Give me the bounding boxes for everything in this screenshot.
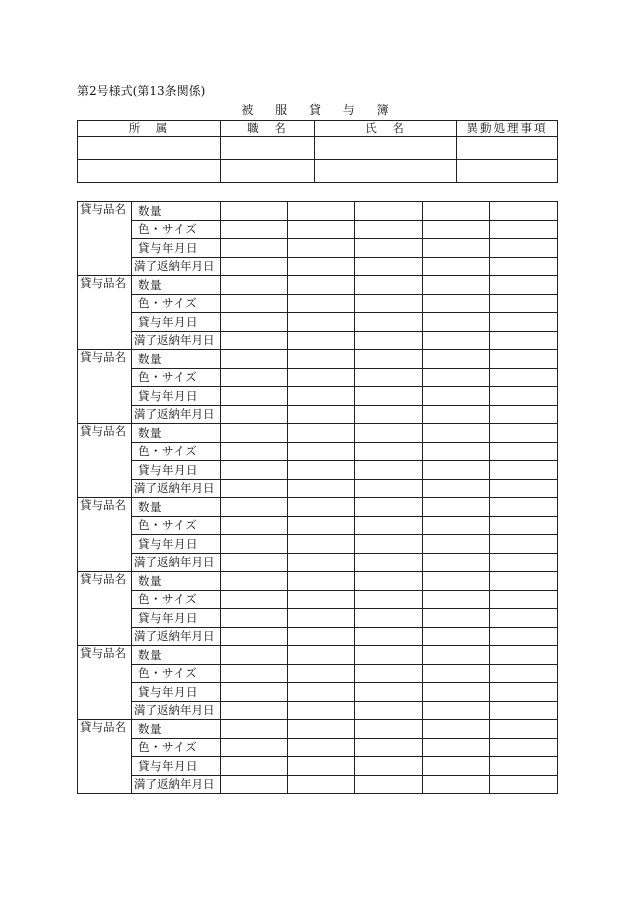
loan-item-value-cell[interactable]	[355, 590, 423, 609]
job-title-cell[interactable]	[221, 137, 315, 160]
loan-item-value-cell[interactable]	[355, 701, 423, 720]
loan-item-value-cell[interactable]	[423, 757, 490, 776]
loan-item-value-cell[interactable]	[423, 350, 490, 369]
loan-item-value-cell[interactable]	[423, 202, 490, 221]
loan-item-row	[78, 590, 558, 609]
loan-item-value-cell[interactable]	[288, 368, 355, 387]
loan-item-value-cell[interactable]	[490, 590, 558, 609]
loan-item-row	[78, 442, 558, 461]
loan-item-field-label: 貸与年月日	[132, 313, 221, 332]
loan-item-value-cell[interactable]	[490, 738, 558, 757]
loan-item-value-cell[interactable]	[490, 350, 558, 369]
loan-item-value-cell[interactable]	[288, 535, 355, 554]
loan-item-value-cell[interactable]	[355, 627, 423, 646]
loan-item-row	[78, 424, 558, 443]
loan-item-value-cell[interactable]	[288, 720, 355, 739]
loan-item-value-cell[interactable]	[355, 683, 423, 702]
loan-item-value-cell[interactable]	[288, 387, 355, 406]
loan-item-value-cell[interactable]	[221, 664, 288, 683]
loan-item-row	[78, 405, 558, 424]
loan-items-body	[78, 202, 558, 794]
loan-item-row	[78, 720, 558, 739]
loan-item-value-cell[interactable]	[423, 405, 490, 424]
loan-item-field-label: 数量	[132, 424, 221, 443]
loan-item-value-cell[interactable]	[490, 294, 558, 313]
loan-item-row	[78, 313, 558, 332]
loan-item-value-cell[interactable]	[221, 683, 288, 702]
loan-item-value-cell[interactable]	[490, 757, 558, 776]
loan-item-value-cell[interactable]	[221, 239, 288, 258]
loan-item-row	[78, 535, 558, 554]
loan-item-value-cell[interactable]	[423, 590, 490, 609]
loan-item-category-label: 貸与品名	[78, 202, 132, 276]
loan-item-field-label: 色・サイズ	[132, 368, 221, 387]
loan-item-value-cell[interactable]	[423, 368, 490, 387]
loan-item-value-cell[interactable]	[490, 424, 558, 443]
loan-item-field-label: 満了返納年月日	[132, 627, 221, 646]
column-header-transfer-notes: 異動処理事項	[457, 121, 558, 137]
loan-item-row	[78, 202, 558, 221]
loan-item-field-label: 色・サイズ	[132, 738, 221, 757]
loan-item-value-cell[interactable]	[288, 646, 355, 665]
loan-item-value-cell[interactable]	[490, 257, 558, 276]
loan-item-value-cell[interactable]	[355, 498, 423, 517]
loan-item-value-cell[interactable]	[423, 535, 490, 554]
loan-item-value-cell[interactable]	[288, 683, 355, 702]
loan-item-value-cell[interactable]	[490, 220, 558, 239]
loan-item-value-cell[interactable]	[288, 757, 355, 776]
loan-item-row	[78, 331, 558, 350]
loan-item-value-cell[interactable]	[423, 331, 490, 350]
loan-item-value-cell[interactable]	[288, 553, 355, 572]
loan-item-value-cell[interactable]	[221, 276, 288, 295]
loan-item-value-cell[interactable]	[490, 720, 558, 739]
loan-item-value-cell[interactable]	[423, 257, 490, 276]
loan-item-field-label: 貸与年月日	[132, 387, 221, 406]
loan-item-value-cell[interactable]	[288, 257, 355, 276]
loan-item-value-cell[interactable]	[355, 738, 423, 757]
loan-item-value-cell[interactable]	[355, 202, 423, 221]
loan-item-value-cell[interactable]	[288, 572, 355, 591]
loan-item-field-label: 数量	[132, 646, 221, 665]
loan-item-value-cell[interactable]	[288, 220, 355, 239]
loan-item-value-cell[interactable]	[423, 479, 490, 498]
loan-item-value-cell[interactable]	[221, 424, 288, 443]
loan-item-value-cell[interactable]	[490, 276, 558, 295]
loan-item-value-cell[interactable]	[355, 294, 423, 313]
loan-item-row	[78, 368, 558, 387]
loan-item-value-cell[interactable]	[423, 294, 490, 313]
loan-item-field-label: 数量	[132, 498, 221, 517]
loan-item-row	[78, 276, 558, 295]
loan-item-value-cell[interactable]	[221, 572, 288, 591]
loan-item-value-cell[interactable]	[221, 350, 288, 369]
loan-item-row	[78, 701, 558, 720]
loan-item-value-cell[interactable]	[288, 516, 355, 535]
loan-item-value-cell[interactable]	[423, 387, 490, 406]
loan-item-value-cell[interactable]	[423, 627, 490, 646]
loan-item-value-cell[interactable]	[288, 424, 355, 443]
employee-info-header-row	[78, 121, 558, 137]
column-header-job-title: 職 名	[221, 121, 315, 137]
loan-item-value-cell[interactable]	[490, 627, 558, 646]
loan-item-field-label: 数量	[132, 350, 221, 369]
loan-item-value-cell[interactable]	[221, 257, 288, 276]
loan-item-row	[78, 553, 558, 572]
loan-item-row	[78, 461, 558, 480]
loan-item-value-cell[interactable]	[288, 239, 355, 258]
loan-item-value-cell[interactable]	[490, 775, 558, 794]
loan-item-value-cell[interactable]	[490, 664, 558, 683]
loan-item-row	[78, 757, 558, 776]
loan-item-value-cell[interactable]	[221, 498, 288, 517]
loan-item-value-cell[interactable]	[221, 313, 288, 332]
loan-item-value-cell[interactable]	[221, 442, 288, 461]
loan-item-value-cell[interactable]	[490, 461, 558, 480]
loan-item-value-cell[interactable]	[288, 738, 355, 757]
loan-item-value-cell[interactable]	[355, 720, 423, 739]
loan-item-value-cell[interactable]	[355, 553, 423, 572]
loan-item-value-cell[interactable]	[221, 775, 288, 794]
loan-item-value-cell[interactable]	[288, 350, 355, 369]
loan-item-category-label: 貸与品名	[78, 424, 132, 498]
loan-item-value-cell[interactable]	[490, 646, 558, 665]
loan-item-value-cell[interactable]	[423, 220, 490, 239]
loan-item-value-cell[interactable]	[288, 405, 355, 424]
loan-item-value-cell[interactable]	[355, 775, 423, 794]
loan-item-value-cell[interactable]	[288, 479, 355, 498]
loan-item-value-cell[interactable]	[490, 683, 558, 702]
loan-item-field-label: 満了返納年月日	[132, 479, 221, 498]
loan-item-value-cell[interactable]	[423, 572, 490, 591]
loan-item-value-cell[interactable]	[423, 516, 490, 535]
loan-item-value-cell[interactable]	[355, 646, 423, 665]
loan-item-value-cell[interactable]	[288, 590, 355, 609]
loan-item-value-cell[interactable]	[288, 313, 355, 332]
loan-item-value-cell[interactable]	[355, 239, 423, 258]
loan-item-row	[78, 775, 558, 794]
loan-item-value-cell[interactable]	[490, 368, 558, 387]
loan-item-field-label: 数量	[132, 276, 221, 295]
loan-item-value-cell[interactable]	[288, 701, 355, 720]
loan-item-value-cell[interactable]	[490, 553, 558, 572]
loan-item-field-label: 貸与年月日	[132, 461, 221, 480]
loan-item-field-label: 満了返納年月日	[132, 405, 221, 424]
loan-item-field-label: 数量	[132, 202, 221, 221]
loan-item-value-cell[interactable]	[355, 331, 423, 350]
loan-item-row	[78, 609, 558, 628]
loan-item-field-label: 色・サイズ	[132, 220, 221, 239]
loan-item-field-label: 貸与年月日	[132, 757, 221, 776]
job-title-cell[interactable]	[221, 160, 315, 183]
loan-item-value-cell[interactable]	[355, 516, 423, 535]
loan-item-value-cell[interactable]	[490, 442, 558, 461]
loan-item-value-cell[interactable]	[355, 572, 423, 591]
loan-item-value-cell[interactable]	[288, 609, 355, 628]
transfer-notes-cell[interactable]	[457, 160, 558, 183]
loan-item-value-cell[interactable]	[490, 405, 558, 424]
loan-item-field-label: 色・サイズ	[132, 294, 221, 313]
loan-item-field-label: 満了返納年月日	[132, 331, 221, 350]
loan-item-value-cell[interactable]	[423, 239, 490, 258]
loan-item-field-label: 色・サイズ	[132, 516, 221, 535]
loan-item-row	[78, 498, 558, 517]
loan-item-value-cell[interactable]	[490, 701, 558, 720]
loan-item-value-cell[interactable]	[490, 535, 558, 554]
name-cell[interactable]	[315, 137, 457, 160]
loan-item-value-cell[interactable]	[288, 664, 355, 683]
loan-item-category-label: 貸与品名	[78, 498, 132, 572]
loan-item-value-cell[interactable]	[490, 313, 558, 332]
loan-item-row	[78, 479, 558, 498]
loan-item-field-label: 色・サイズ	[132, 664, 221, 683]
loan-item-row	[78, 257, 558, 276]
loan-item-value-cell[interactable]	[423, 461, 490, 480]
employee-info-row	[78, 137, 558, 160]
loan-item-value-cell[interactable]	[355, 664, 423, 683]
loan-item-value-cell[interactable]	[355, 257, 423, 276]
loan-item-field-label: 貸与年月日	[132, 239, 221, 258]
loan-item-value-cell[interactable]	[355, 387, 423, 406]
loan-item-value-cell[interactable]	[355, 424, 423, 443]
loan-item-row	[78, 646, 558, 665]
loan-item-value-cell[interactable]	[423, 683, 490, 702]
loan-item-value-cell[interactable]	[221, 738, 288, 757]
loan-item-field-label: 貸与年月日	[132, 683, 221, 702]
loan-item-value-cell[interactable]	[355, 479, 423, 498]
loan-item-value-cell[interactable]	[288, 331, 355, 350]
loan-item-value-cell[interactable]	[355, 757, 423, 776]
loan-item-value-cell[interactable]	[221, 479, 288, 498]
loan-item-field-label: 貸与年月日	[132, 535, 221, 554]
column-header-name: 氏 名	[315, 121, 457, 137]
loan-item-value-cell[interactable]	[490, 498, 558, 517]
form-number: 第2号様式(第13条関係)	[77, 84, 206, 98]
loan-item-value-cell[interactable]	[355, 442, 423, 461]
loan-item-value-cell[interactable]	[423, 738, 490, 757]
loan-item-value-cell[interactable]	[221, 294, 288, 313]
loan-item-row	[78, 738, 558, 757]
loan-item-value-cell[interactable]	[355, 276, 423, 295]
loan-item-value-cell[interactable]	[221, 387, 288, 406]
loan-item-category-label: 貸与品名	[78, 572, 132, 646]
loan-item-value-cell[interactable]	[221, 461, 288, 480]
loan-item-value-cell[interactable]	[288, 498, 355, 517]
loan-item-value-cell[interactable]	[288, 276, 355, 295]
loan-item-value-cell[interactable]	[423, 701, 490, 720]
loan-item-value-cell[interactable]	[221, 701, 288, 720]
loan-item-category-label: 貸与品名	[78, 350, 132, 424]
loan-item-value-cell[interactable]	[221, 535, 288, 554]
loan-item-value-cell[interactable]	[221, 609, 288, 628]
employee-info-table	[77, 120, 558, 183]
loan-item-value-cell[interactable]	[423, 442, 490, 461]
loan-item-value-cell[interactable]	[355, 461, 423, 480]
loan-item-value-cell[interactable]	[423, 313, 490, 332]
loan-item-value-cell[interactable]	[221, 553, 288, 572]
loan-item-value-cell[interactable]	[355, 220, 423, 239]
loan-item-row	[78, 350, 558, 369]
loan-item-value-cell[interactable]	[355, 368, 423, 387]
loan-item-value-cell[interactable]	[288, 442, 355, 461]
loan-item-value-cell[interactable]	[355, 313, 423, 332]
loan-item-value-cell[interactable]	[355, 535, 423, 554]
loan-item-value-cell[interactable]	[423, 775, 490, 794]
loan-item-value-cell[interactable]	[423, 609, 490, 628]
loan-item-field-label: 数量	[132, 720, 221, 739]
loan-item-value-cell[interactable]	[423, 646, 490, 665]
loan-item-value-cell[interactable]	[490, 479, 558, 498]
form-title: 被 服 貸 与 簿	[241, 103, 398, 117]
loan-item-value-cell[interactable]	[288, 202, 355, 221]
transfer-notes-cell[interactable]	[457, 137, 558, 160]
loan-items-table	[77, 201, 558, 794]
loan-item-row	[78, 572, 558, 591]
loan-item-value-cell[interactable]	[221, 516, 288, 535]
loan-item-value-cell[interactable]	[490, 516, 558, 535]
loan-item-field-label: 貸与年月日	[132, 609, 221, 628]
loan-item-value-cell[interactable]	[221, 202, 288, 221]
loan-item-value-cell[interactable]	[355, 609, 423, 628]
loan-item-value-cell[interactable]	[288, 294, 355, 313]
loan-item-row	[78, 516, 558, 535]
loan-item-category-label: 貸与品名	[78, 276, 132, 350]
loan-item-row	[78, 220, 558, 239]
loan-item-value-cell[interactable]	[355, 350, 423, 369]
loan-item-value-cell[interactable]	[423, 498, 490, 517]
loan-item-value-cell[interactable]	[490, 239, 558, 258]
loan-item-row	[78, 387, 558, 406]
loan-item-value-cell[interactable]	[221, 757, 288, 776]
loan-item-value-cell[interactable]	[423, 664, 490, 683]
loan-item-row	[78, 683, 558, 702]
loan-item-value-cell[interactable]	[490, 387, 558, 406]
loan-item-value-cell[interactable]	[288, 461, 355, 480]
loan-item-value-cell[interactable]	[423, 276, 490, 295]
loan-item-value-cell[interactable]	[490, 609, 558, 628]
loan-item-field-label: 数量	[132, 572, 221, 591]
loan-item-value-cell[interactable]	[490, 572, 558, 591]
loan-item-value-cell[interactable]	[221, 368, 288, 387]
loan-item-value-cell[interactable]	[221, 720, 288, 739]
loan-item-field-label: 満了返納年月日	[132, 257, 221, 276]
employee-info-row	[78, 160, 558, 183]
loan-item-row	[78, 627, 558, 646]
loan-item-value-cell[interactable]	[423, 424, 490, 443]
loan-item-value-cell[interactable]	[221, 627, 288, 646]
loan-item-value-cell[interactable]	[221, 646, 288, 665]
loan-item-field-label: 色・サイズ	[132, 442, 221, 461]
loan-item-category-label: 貸与品名	[78, 720, 132, 794]
loan-item-value-cell[interactable]	[221, 331, 288, 350]
loan-item-value-cell[interactable]	[490, 331, 558, 350]
loan-item-value-cell[interactable]	[288, 627, 355, 646]
affiliation-cell[interactable]	[78, 160, 221, 183]
loan-item-row	[78, 239, 558, 258]
name-cell[interactable]	[315, 160, 457, 183]
loan-item-value-cell[interactable]	[423, 553, 490, 572]
loan-item-category-label: 貸与品名	[78, 646, 132, 720]
loan-item-value-cell[interactable]	[355, 405, 423, 424]
loan-item-value-cell[interactable]	[288, 775, 355, 794]
loan-item-field-label: 満了返納年月日	[132, 553, 221, 572]
loan-item-value-cell[interactable]	[221, 590, 288, 609]
loan-item-value-cell[interactable]	[221, 405, 288, 424]
loan-item-row	[78, 664, 558, 683]
loan-item-field-label: 満了返納年月日	[132, 775, 221, 794]
loan-item-value-cell[interactable]	[490, 202, 558, 221]
loan-item-value-cell[interactable]	[221, 220, 288, 239]
loan-item-value-cell[interactable]	[423, 720, 490, 739]
loan-item-row	[78, 294, 558, 313]
affiliation-cell[interactable]	[78, 137, 221, 160]
column-header-affiliation: 所 属	[78, 121, 221, 137]
loan-item-field-label: 色・サイズ	[132, 590, 221, 609]
loan-item-field-label: 満了返納年月日	[132, 701, 221, 720]
